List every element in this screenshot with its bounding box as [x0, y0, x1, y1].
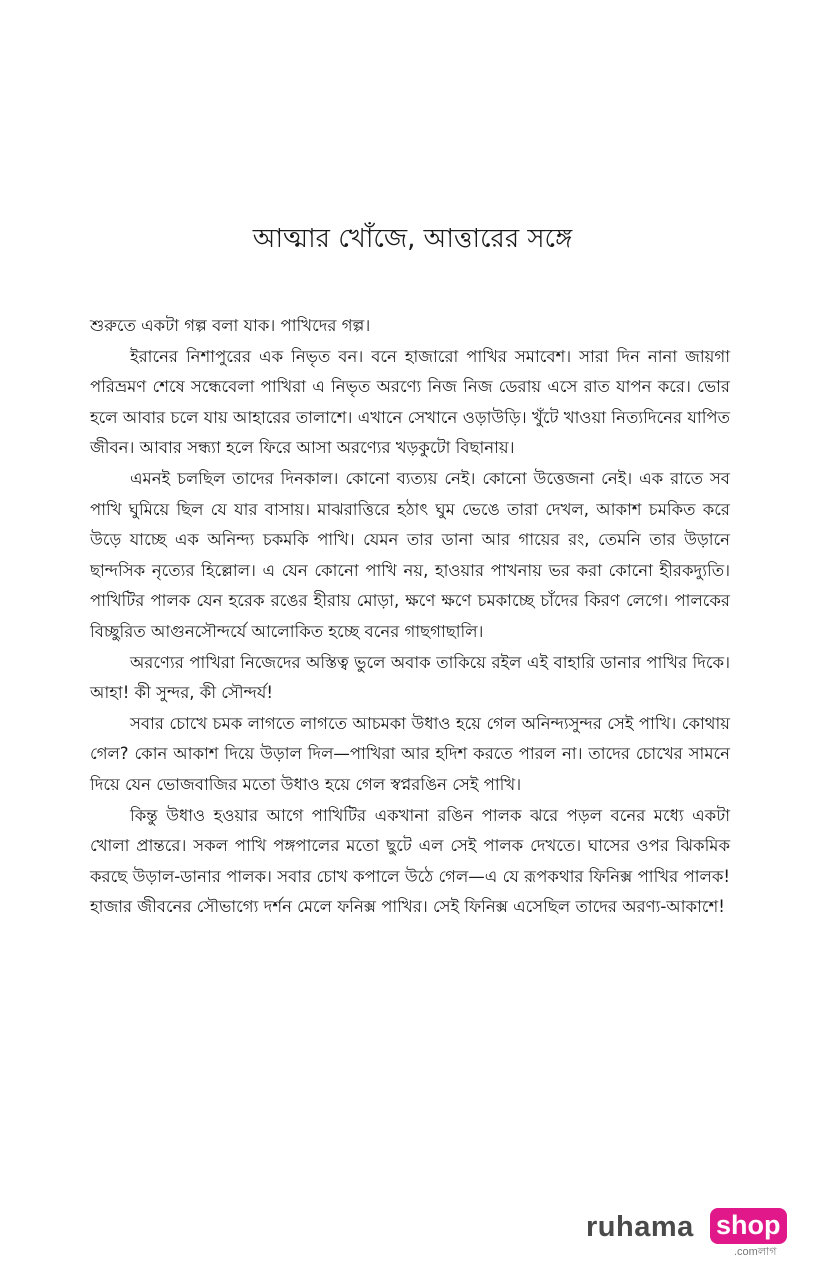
paragraph: এমনই চলছিল তাদের দিনকাল। কোনো ব্যত্যয় নেই। কোনো উত্তেজনা নেই। এক রাতে সব পাখি ঘুমিয়ে ছিল যে যার বাসায়। মাঝরাত্তিরে হঠাৎ ঘুম ভেঙে তারা দেখল, আকাশ চমকিত করে উড়ে যাচ্ছে এক অনিন্দ্য চকমকি পাখি। যেমন তার ডানা আর গায়ের রং, তেমনি তার উড়ানে ছান্দসিক নৃত্যের হিল্লোল। এ যেন কোনো পাখি নয়, হাওয়ার পাখনায় ভর করা কোনো হীরকদ্যুতি। পাখিটির পালক যেন হরেক রঙের হীরায় মোড়া, ক্ষণে ক্ষণে চমকাচ্ছে চাঁদের কিরণ লেগে। পালকের বিচ্ছুরিত আগুনসৌন্দর্যে আলোকিত হচ্ছে বনের গাছগাছালি।	[90, 468, 730, 641]
ruhamashop-logo	[586, 1205, 786, 1265]
paragraph: কিন্তু উধাও হওয়ার আগে পাখিটির একখানা রঙিন পালক ঝরে পড়ল বনের মধ্যে একটা খোলা প্রান্তরে। সকল পাখি পঙ্গপালের মতো ছুটে এল সেই পালক দেখতে। ঘাসের ওপর ঝিকমিক করছে উড়াল-ডানার পালক। সবার চোখ কপালে উঠে গেল—এ যে রূপকথার ফিনিক্স পাখির পালক! হাজার জীবনের সৌভাগ্যে দর্শন মেলে ফনিক্স পাখির। সেই ফিনিক্স এসেছিল তাদের অরণ্য-আকাশে!	[90, 805, 730, 917]
logo-text-shop: shop	[710, 1208, 787, 1244]
logo-text-com: .comলাগ	[734, 1246, 777, 1258]
paragraph: ইরানের নিশাপুরের এক নিভৃত বন। বনে হাজারো পাখির সমাবেশ। সারা দিন নানা জায়গা পরিভ্রমণ শেষে সন্ধেবেলা পাখিরা এ নিভৃত অরণ্যে নিজ নিজ ডেরায় এসে রাত যাপন করে। ভোর হলে আবার চলে যায় আহারের তালাশে। এখানে সেখানে ওড়াউড়ি। খুঁটে খাওয়া নিত্যদিনের যাপিত জীবন। আবার সন্ধ্যা হলে ফিরে আসা অরণ্যের খড়কুটো বিছানায়।	[90, 346, 730, 458]
paragraph: শুরুতে একটা গল্প বলা যাক। পাখিদের গল্প।	[90, 316, 371, 335]
paragraph: সবার চোখে চমক লাগতে লাগতে আচমকা উধাও হয়ে গেল অনিন্দ্যসুন্দর সেই পাখি। কোথায় গেল? কোন আকাশ দিয়ে উড়াল দিল—পাখিরা আর হদিশ করতে পারল না। তাদের চোখের সামনে দিয়ে যেন ভোজবাজির মতো উধাও হয়ে গেল স্বপ্নরঙিন সেই পাখি।	[90, 713, 730, 794]
page-title: আত্মার খোঁজে, আত্তারের সঙ্গে	[252, 224, 573, 254]
body-text	[90, 311, 730, 923]
paragraph: অরণ্যের পাখিরা নিজেদের অস্তিত্ব ভুলে অবাক তাকিয়ে রইল এই বাহারি ডানার পাখির দিকে। আহা! কী সুন্দর, কী সৌন্দর্য!	[90, 652, 730, 703]
logo-text-ruhama: ruhama	[586, 1211, 694, 1243]
